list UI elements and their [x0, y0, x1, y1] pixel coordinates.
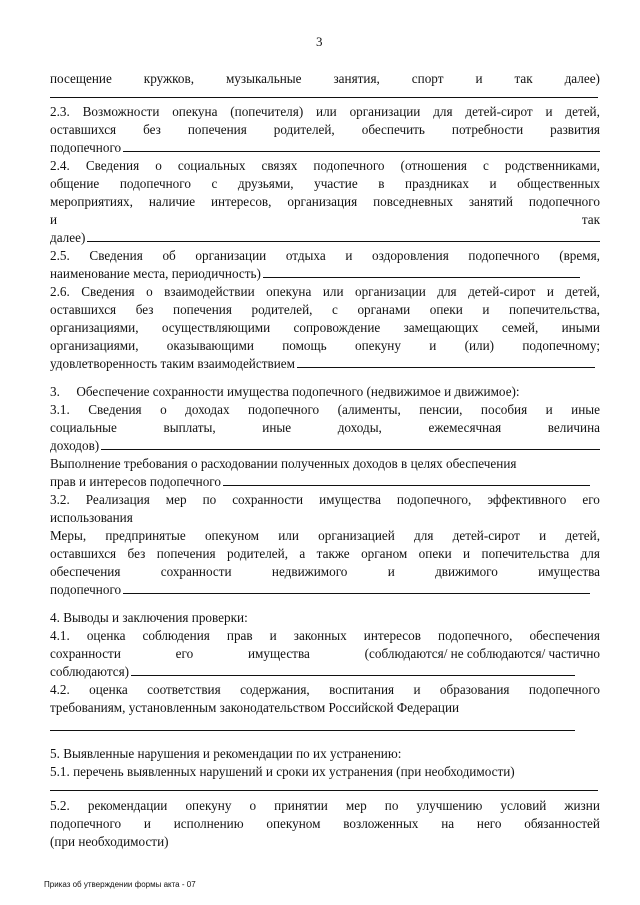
- line-2-3-a: [50, 103, 600, 120]
- word: подопечному;: [522, 338, 600, 353]
- word: попечения: [187, 122, 247, 137]
- line-5-2-b: [50, 815, 600, 832]
- footer-note: Приказ об утверждении формы акта - 07: [44, 880, 196, 889]
- word: организации: [354, 284, 426, 299]
- blank-field: [87, 229, 600, 242]
- word: эффективного: [487, 492, 567, 507]
- word: опеки: [429, 302, 463, 317]
- word: организациями,: [50, 338, 139, 353]
- word: и: [463, 546, 471, 561]
- word: 5.2.: [50, 798, 70, 813]
- line-3-1-c: [50, 437, 600, 454]
- word: или: [322, 284, 344, 299]
- word: опекуну: [185, 798, 232, 813]
- word: сохранности: [232, 492, 304, 507]
- word: организацией: [318, 528, 395, 543]
- word: обеспечить: [361, 122, 425, 137]
- word: попечения: [173, 302, 232, 317]
- word: и: [489, 176, 497, 191]
- line-3-1-e: [50, 473, 590, 490]
- word: мер: [345, 798, 367, 813]
- line-3-1-a: [50, 401, 600, 418]
- label-text: наименование места, периодичность): [50, 266, 261, 281]
- line-2-6-d: [50, 337, 600, 354]
- word: сопровождение: [293, 320, 381, 335]
- word: имущества: [319, 492, 381, 507]
- word: и: [475, 71, 483, 86]
- line-3-1-b: [50, 419, 600, 436]
- word: и: [269, 628, 277, 643]
- word: 2.5.: [50, 248, 70, 263]
- line-4-1-b: [50, 645, 600, 662]
- word: а: [299, 546, 306, 561]
- label-text: соблюдаются): [50, 664, 130, 679]
- line-5-2-a: [50, 797, 600, 814]
- word: содержания,: [240, 682, 310, 697]
- word: недвижимого: [271, 564, 348, 579]
- word: родителей,: [273, 122, 335, 137]
- fill-rule: [50, 97, 598, 98]
- word: родителей,: [251, 302, 313, 317]
- word: без: [127, 546, 146, 561]
- word: оставшихся: [50, 302, 117, 317]
- word: подопечного,: [438, 628, 513, 643]
- word: отдыха: [285, 248, 326, 263]
- word: повседневных: [373, 194, 453, 209]
- word: интересов,: [210, 194, 272, 209]
- word: органами: [357, 302, 411, 317]
- word: улучшению: [416, 798, 483, 813]
- word: по: [202, 492, 217, 507]
- word: семей,: [501, 320, 539, 335]
- word: оставшихся: [50, 122, 117, 137]
- word: возложенных: [343, 816, 419, 831]
- blank-field: [101, 437, 600, 450]
- word: общение: [50, 176, 100, 191]
- word: предпринятые: [105, 528, 186, 543]
- word: опекуна: [266, 284, 312, 299]
- word: для: [437, 284, 457, 299]
- word: спорт: [411, 71, 444, 86]
- word: для: [580, 546, 600, 561]
- word: и: [539, 528, 547, 543]
- word: (попечителя): [230, 104, 304, 119]
- word: Сведения: [88, 402, 142, 417]
- word: 4.1.: [50, 628, 70, 643]
- word: обеспечения: [529, 628, 600, 643]
- word: Сведения: [85, 158, 140, 173]
- line-4-2-b: требованиям, установленным законодательством Российской Федерации: [50, 700, 460, 715]
- word: него: [476, 816, 502, 831]
- line-2-3-b: [50, 121, 600, 138]
- word: (алименты,: [337, 402, 401, 417]
- word: рекомендации: [87, 798, 168, 813]
- word: имущества: [248, 646, 310, 661]
- word: участие: [314, 176, 358, 191]
- word: занятий: [468, 194, 513, 209]
- word: (соблюдаются/ не соблюдаются/ частично: [364, 646, 600, 661]
- line-2-4-a: [50, 157, 600, 174]
- word: Возможности: [82, 104, 160, 119]
- word: так: [581, 212, 600, 227]
- word: организация: [287, 194, 358, 209]
- line-2-6-c: [50, 319, 600, 336]
- label-text: подопечного: [50, 140, 122, 155]
- word: подопечного: [248, 402, 320, 417]
- word: связях: [261, 158, 298, 173]
- blank-field: [123, 139, 600, 152]
- word: Сведения: [81, 284, 135, 299]
- word: социальные: [50, 420, 117, 435]
- word: организациями,: [50, 320, 139, 335]
- word: детей-сирот: [452, 528, 520, 543]
- word: подопечного: [528, 682, 600, 697]
- word: организации: [349, 104, 421, 119]
- word: с: [211, 176, 218, 191]
- word: органом: [361, 546, 408, 561]
- word: оценка: [86, 628, 126, 643]
- word: подопечного: [50, 816, 122, 831]
- word: о: [160, 402, 167, 417]
- word: детей-сирот: [468, 284, 536, 299]
- line-3-2-c: [50, 527, 600, 544]
- word: 3.2.: [50, 492, 70, 507]
- blank-field: [131, 663, 575, 676]
- word: попечения: [156, 546, 216, 561]
- word: и: [345, 248, 353, 263]
- word: доходы,: [337, 420, 382, 435]
- word: об: [162, 248, 176, 263]
- word: взаимодействии: [164, 284, 255, 299]
- label-text: доходов): [50, 438, 100, 453]
- label-text: подопечного: [50, 582, 122, 597]
- word: с: [483, 158, 489, 173]
- word: и: [143, 816, 151, 831]
- word: сохранности: [50, 646, 121, 661]
- word: условий: [500, 798, 547, 813]
- word: 3.1.: [50, 402, 70, 417]
- word: опекуном: [204, 528, 260, 543]
- line-3-1-d: Выполнение требования о расходовании полученных доходов в целях обеспечения: [50, 456, 517, 471]
- blank-field: [297, 355, 595, 368]
- word: подопечного: [468, 248, 540, 263]
- word: на: [441, 816, 455, 831]
- word: родственниками,: [504, 158, 600, 173]
- word: пенсии,: [419, 402, 463, 417]
- word: опекуном: [266, 816, 321, 831]
- fill-rule: [50, 730, 575, 731]
- section-4-heading: 4. Выводы и заключения проверки:: [50, 610, 248, 625]
- line-3-2-f: [50, 581, 590, 598]
- word: оценка: [89, 682, 128, 697]
- word: (время,: [559, 248, 600, 263]
- line-2-4-d: [50, 211, 600, 228]
- line-4-1-c: [50, 663, 575, 680]
- word: образования: [439, 682, 510, 697]
- line-3-2-d: [50, 545, 600, 562]
- line-3-2-a: [50, 491, 600, 508]
- word: обязанностей: [524, 816, 600, 831]
- word: о: [146, 284, 153, 299]
- word: с: [332, 302, 338, 317]
- word: подопечного: [313, 158, 385, 173]
- line-2-6-a: [50, 283, 600, 300]
- word: его: [175, 646, 194, 661]
- word: общественных: [517, 176, 600, 191]
- blank-field: [123, 581, 590, 594]
- line-2-5-a: [50, 247, 600, 264]
- word: попечительства,: [508, 302, 600, 317]
- label-text: удовлетворенность таким взаимодействием: [50, 356, 295, 371]
- word: ежемесячная: [428, 420, 502, 435]
- word: помощь: [282, 338, 327, 353]
- word: иными: [561, 320, 600, 335]
- word: оздоровления: [372, 248, 449, 263]
- word: пособия: [480, 402, 528, 417]
- line-3-2-e: [50, 563, 600, 580]
- word: величина: [547, 420, 600, 435]
- word: и: [545, 402, 553, 417]
- word: кружков,: [143, 71, 194, 86]
- word: Реализация: [85, 492, 150, 507]
- word: подопечного,: [396, 492, 472, 507]
- word: по: [384, 798, 399, 813]
- word: для: [414, 528, 434, 543]
- word: движимого: [435, 564, 498, 579]
- word: или: [278, 528, 299, 543]
- word: посещение: [50, 71, 112, 86]
- word: без: [135, 302, 154, 317]
- word: подопечного: [528, 194, 600, 209]
- word: мероприятиях,: [50, 194, 133, 209]
- word: исполнению: [173, 816, 244, 831]
- word: попечительства: [481, 546, 570, 561]
- word: социальных: [177, 158, 246, 173]
- line-2-3-c: [50, 139, 600, 156]
- word: иные: [262, 420, 292, 435]
- word: сохранности: [160, 564, 232, 579]
- line-4-1-a: [50, 627, 600, 644]
- word: подопечного: [119, 176, 191, 191]
- word: 2.6.: [50, 284, 70, 299]
- word: организации: [195, 248, 267, 263]
- word: оказывающими: [166, 338, 254, 353]
- word: и: [545, 104, 553, 119]
- word: или: [316, 104, 337, 119]
- line-2-4-c: [50, 193, 600, 210]
- word: жизни: [564, 798, 600, 813]
- section-3-heading: 3. Обеспечение сохранности имущества подопечного (недвижимое и движимое):: [50, 384, 520, 399]
- word: оставшихся: [50, 546, 117, 561]
- word: и: [413, 682, 421, 697]
- word: 4.2.: [50, 682, 70, 697]
- word: замещающих: [403, 320, 479, 335]
- line-2-6-b: [50, 301, 600, 318]
- word: осуществляющими: [161, 320, 271, 335]
- word: опекуну: [354, 338, 401, 353]
- word: 2.3.: [50, 104, 70, 119]
- word: без: [143, 122, 161, 137]
- word: в: [378, 176, 385, 191]
- line-hobbies: [50, 70, 600, 87]
- word: прав: [226, 628, 253, 643]
- word: его: [582, 492, 600, 507]
- word: принятии: [274, 798, 328, 813]
- page-number: 3: [316, 34, 323, 49]
- label-text: далее): [50, 230, 86, 245]
- word: о: [155, 158, 162, 173]
- word: о: [249, 798, 257, 813]
- word: опекуна: [172, 104, 218, 119]
- word: Меры,: [50, 528, 87, 543]
- word: развития: [550, 122, 600, 137]
- word: потребности: [451, 122, 524, 137]
- line-2-6-e: [50, 355, 595, 372]
- word: праздниках: [405, 176, 469, 191]
- word: и: [482, 302, 490, 317]
- section-5-heading: 5. Выявленные нарушения и рекомендации по их устранению:: [50, 746, 402, 761]
- word: детей,: [565, 104, 600, 119]
- line-2-4-e: [50, 229, 600, 246]
- word: и: [429, 338, 437, 353]
- line-5-2-c: (при необходимости): [50, 834, 169, 849]
- word: интересов: [363, 628, 421, 643]
- word: (или): [464, 338, 495, 353]
- word: воспитания: [329, 682, 395, 697]
- word: законных: [293, 628, 347, 643]
- word: 2.4.: [50, 158, 70, 173]
- line-2-4-b: [50, 175, 600, 192]
- word: детей-сирот: [465, 104, 533, 119]
- line-4-2-a: [50, 681, 600, 698]
- line-2-5-b: [50, 265, 580, 282]
- blank-field: [263, 265, 580, 278]
- label-text: прав и интересов подопечного: [50, 474, 221, 489]
- word: обеспечения: [50, 564, 121, 579]
- word: имущества: [538, 564, 600, 579]
- word: наличие: [148, 194, 196, 209]
- word: (отношения: [400, 158, 467, 173]
- line-3-2-b: использования: [50, 510, 133, 525]
- word: соответствия: [147, 682, 221, 697]
- word: выплаты,: [163, 420, 216, 435]
- word: мер: [165, 492, 187, 507]
- word: занятия,: [333, 71, 380, 86]
- word: Сведения: [89, 248, 143, 263]
- word: также: [316, 546, 350, 561]
- word: друзьями,: [237, 176, 294, 191]
- word: родителей,: [227, 546, 288, 561]
- word: и: [50, 212, 58, 227]
- word: для: [433, 104, 453, 119]
- blank-field: [223, 473, 590, 486]
- word: опеки: [418, 546, 452, 561]
- word: и: [546, 284, 554, 299]
- word: музыкальные: [225, 71, 302, 86]
- word: доходах: [185, 402, 230, 417]
- word: соблюдения: [142, 628, 210, 643]
- word: детей,: [565, 528, 600, 543]
- fill-rule: [50, 790, 598, 791]
- word: детей,: [565, 284, 600, 299]
- word: иные: [571, 402, 600, 417]
- word: и: [387, 564, 395, 579]
- line-5-1: 5.1. перечень выявленных нарушений и сроки их устранения (при необходимости): [50, 764, 515, 779]
- word: далее): [564, 71, 600, 86]
- word: так: [514, 71, 533, 86]
